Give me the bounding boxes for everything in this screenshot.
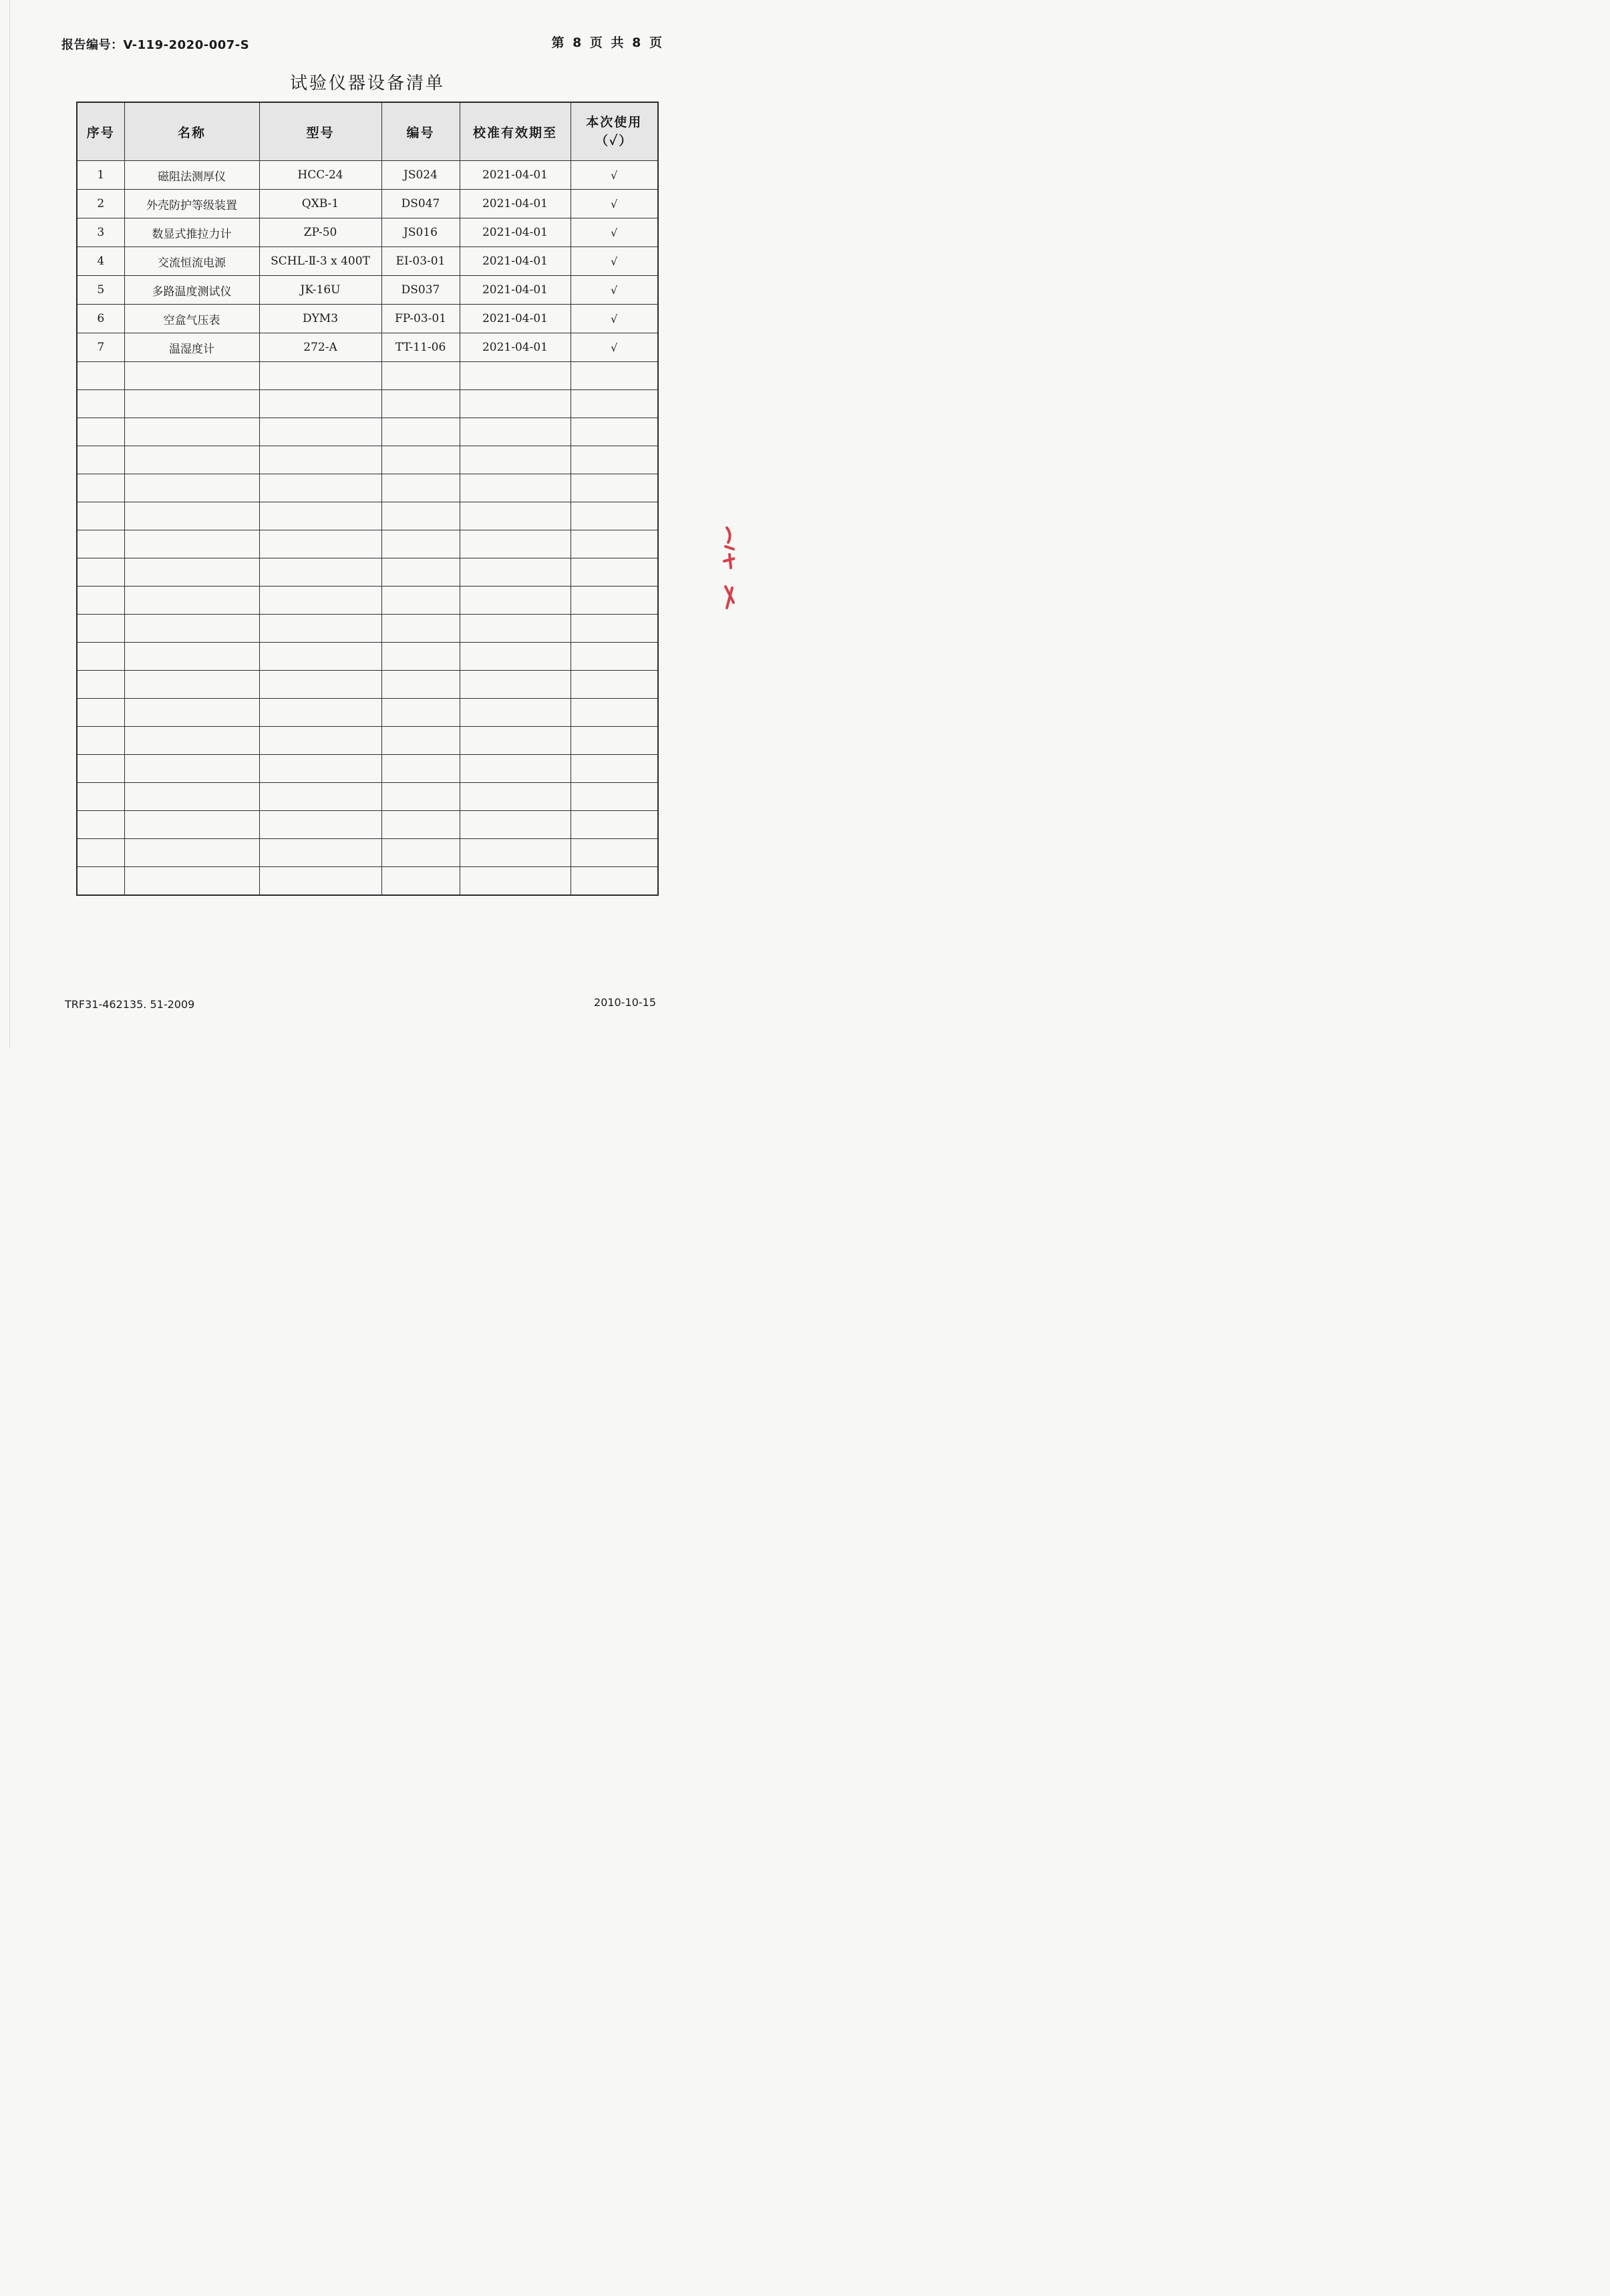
empty-cell [460, 867, 571, 896]
report-number: 报告编号：V-119-2020-007-S [61, 38, 250, 52]
table-body [77, 161, 658, 896]
empty-cell [460, 755, 571, 783]
cell-model: ZP-50 [259, 218, 381, 247]
empty-cell [460, 418, 571, 446]
scan-edge [9, 0, 10, 1047]
empty-cell [381, 867, 460, 896]
empty-cell [77, 474, 124, 502]
empty-cell [259, 446, 381, 474]
empty-cell [77, 587, 124, 615]
empty-cell [460, 446, 571, 474]
header-model: 型号 [259, 102, 381, 161]
cell-model: HCC-24 [259, 161, 381, 190]
empty-table-row [77, 643, 658, 671]
empty-cell [259, 474, 381, 502]
empty-cell [460, 615, 571, 643]
document-title: 试验仪器设备清单 [289, 73, 445, 94]
empty-table-row [77, 418, 658, 446]
empty-cell [381, 418, 460, 446]
empty-cell [571, 418, 658, 446]
empty-cell [381, 643, 460, 671]
empty-cell [124, 615, 259, 643]
empty-cell [381, 558, 460, 587]
empty-table-row [77, 474, 658, 502]
header-used-label: 本次使用 [586, 115, 643, 130]
empty-table-row [77, 755, 658, 783]
table-row [77, 247, 658, 276]
cell-used: √ [571, 218, 658, 247]
header-name: 名称 [124, 102, 259, 161]
empty-cell [460, 811, 571, 839]
empty-cell [571, 839, 658, 867]
cell-model: SCHL-Ⅱ-3 x 400T [259, 247, 381, 276]
empty-cell [460, 502, 571, 530]
empty-cell [77, 615, 124, 643]
empty-cell [381, 474, 460, 502]
empty-cell [77, 727, 124, 755]
cell-used: √ [571, 305, 658, 333]
empty-cell [124, 558, 259, 587]
empty-cell [571, 390, 658, 418]
empty-cell [77, 558, 124, 587]
empty-cell [381, 615, 460, 643]
cell-code: DS037 [381, 276, 460, 305]
empty-cell [381, 530, 460, 558]
cell-model: 272-A [259, 333, 381, 362]
document-page [0, 0, 735, 1047]
red-seal-fragment [713, 514, 735, 621]
empty-cell [124, 643, 259, 671]
cell-name: 数显式推拉力计 [124, 218, 259, 247]
empty-cell [124, 446, 259, 474]
empty-cell [571, 727, 658, 755]
empty-cell [381, 699, 460, 727]
cell-name: 交流恒流电源 [124, 247, 259, 276]
table-row [77, 218, 658, 247]
empty-table-row [77, 390, 658, 418]
cell-used: √ [571, 161, 658, 190]
cell-model: QXB-1 [259, 190, 381, 218]
table-row [77, 305, 658, 333]
empty-cell [77, 418, 124, 446]
cell-code: DS047 [381, 190, 460, 218]
cell-calibration-date: 2021-04-01 [460, 276, 571, 305]
empty-cell [571, 474, 658, 502]
empty-cell [259, 867, 381, 896]
empty-cell [77, 699, 124, 727]
empty-cell [259, 390, 381, 418]
cell-used: √ [571, 247, 658, 276]
empty-cell [124, 783, 259, 811]
empty-cell [460, 558, 571, 587]
empty-cell [381, 727, 460, 755]
empty-cell [460, 699, 571, 727]
empty-cell [77, 811, 124, 839]
empty-cell [571, 446, 658, 474]
empty-cell [259, 530, 381, 558]
empty-cell [460, 839, 571, 867]
header-calibration-date: 校准有效期至 [460, 102, 571, 161]
empty-table-row [77, 587, 658, 615]
cell-calibration-date: 2021-04-01 [460, 247, 571, 276]
header-serial: 序号 [77, 102, 124, 161]
empty-cell [77, 839, 124, 867]
cell-used: √ [571, 333, 658, 362]
empty-cell [460, 362, 571, 390]
empty-cell [124, 755, 259, 783]
empty-cell [381, 446, 460, 474]
empty-cell [381, 755, 460, 783]
cell-name: 磁阻法测厚仪 [124, 161, 259, 190]
empty-cell [381, 502, 460, 530]
empty-cell [124, 502, 259, 530]
empty-cell [460, 727, 571, 755]
empty-cell [77, 755, 124, 783]
empty-cell [259, 839, 381, 867]
empty-table-row [77, 530, 658, 558]
cell-model: JK-16U [259, 276, 381, 305]
cell-serial: 2 [77, 190, 124, 218]
empty-table-row [77, 783, 658, 811]
cell-serial: 3 [77, 218, 124, 247]
cell-name: 多路温度测试仪 [124, 276, 259, 305]
cell-code: EI-03-01 [381, 247, 460, 276]
empty-cell [571, 811, 658, 839]
empty-table-row [77, 446, 658, 474]
empty-cell [460, 587, 571, 615]
cell-calibration-date: 2021-04-01 [460, 218, 571, 247]
cell-used: √ [571, 190, 658, 218]
empty-cell [77, 446, 124, 474]
empty-cell [124, 671, 259, 699]
empty-cell [381, 839, 460, 867]
empty-cell [381, 811, 460, 839]
empty-table-row [77, 727, 658, 755]
equipment-table [76, 102, 659, 896]
cell-code: JS024 [381, 161, 460, 190]
empty-cell [460, 530, 571, 558]
empty-cell [77, 530, 124, 558]
cell-code: JS016 [381, 218, 460, 247]
empty-cell [571, 587, 658, 615]
table-row [77, 161, 658, 190]
empty-cell [259, 755, 381, 783]
empty-cell [259, 362, 381, 390]
equipment-table-wrapper [76, 102, 659, 896]
empty-cell [571, 362, 658, 390]
cell-model: DYM3 [259, 305, 381, 333]
cell-serial: 4 [77, 247, 124, 276]
empty-cell [571, 615, 658, 643]
empty-cell [259, 699, 381, 727]
cell-calibration-date: 2021-04-01 [460, 190, 571, 218]
empty-cell [259, 811, 381, 839]
empty-table-row [77, 615, 658, 643]
empty-cell [571, 867, 658, 896]
empty-cell [381, 783, 460, 811]
empty-cell [77, 643, 124, 671]
form-date: 2010-10-15 [594, 996, 656, 1009]
empty-cell [571, 530, 658, 558]
empty-cell [259, 587, 381, 615]
empty-cell [460, 643, 571, 671]
header-used [571, 102, 658, 161]
empty-cell [124, 811, 259, 839]
empty-table-row [77, 867, 658, 896]
empty-cell [77, 502, 124, 530]
empty-cell [381, 671, 460, 699]
empty-cell [259, 643, 381, 671]
cell-code: FP-03-01 [381, 305, 460, 333]
empty-cell [259, 418, 381, 446]
cell-serial: 6 [77, 305, 124, 333]
empty-cell [124, 390, 259, 418]
empty-cell [259, 671, 381, 699]
empty-cell [124, 474, 259, 502]
cell-serial: 5 [77, 276, 124, 305]
empty-cell [460, 783, 571, 811]
cell-code: TT-11-06 [381, 333, 460, 362]
empty-cell [460, 671, 571, 699]
empty-cell [571, 755, 658, 783]
empty-cell [124, 867, 259, 896]
table-row [77, 333, 658, 362]
empty-cell [77, 362, 124, 390]
empty-cell [381, 587, 460, 615]
header-used-mark: （✓） [595, 134, 633, 148]
empty-cell [124, 727, 259, 755]
page-number: 第 8 页 共 8 页 [551, 35, 664, 50]
empty-table-row [77, 502, 658, 530]
empty-cell [381, 390, 460, 418]
empty-table-row [77, 811, 658, 839]
empty-cell [259, 727, 381, 755]
empty-cell [124, 699, 259, 727]
header-code: 编号 [381, 102, 460, 161]
empty-table-row [77, 699, 658, 727]
empty-cell [259, 783, 381, 811]
empty-cell [124, 839, 259, 867]
empty-cell [77, 390, 124, 418]
cell-used: √ [571, 276, 658, 305]
table-header-row [77, 102, 658, 161]
cell-serial: 7 [77, 333, 124, 362]
empty-cell [259, 615, 381, 643]
table-row [77, 276, 658, 305]
empty-cell [571, 643, 658, 671]
cell-name: 外壳防护等级装置 [124, 190, 259, 218]
empty-cell [77, 867, 124, 896]
empty-cell [571, 558, 658, 587]
empty-cell [124, 362, 259, 390]
empty-cell [460, 390, 571, 418]
empty-table-row [77, 839, 658, 867]
empty-cell [571, 783, 658, 811]
empty-cell [571, 671, 658, 699]
table-row [77, 190, 658, 218]
empty-cell [124, 587, 259, 615]
empty-cell [259, 502, 381, 530]
empty-cell [77, 671, 124, 699]
empty-cell [77, 783, 124, 811]
empty-table-row [77, 671, 658, 699]
cell-name: 空盒气压表 [124, 305, 259, 333]
empty-cell [460, 474, 571, 502]
empty-cell [381, 362, 460, 390]
cell-calibration-date: 2021-04-01 [460, 305, 571, 333]
form-number: TRF31-462135. 51-2009 [65, 998, 195, 1011]
empty-cell [124, 530, 259, 558]
cell-calibration-date: 2021-04-01 [460, 333, 571, 362]
cell-name: 温湿度计 [124, 333, 259, 362]
empty-table-row [77, 558, 658, 587]
empty-cell [571, 699, 658, 727]
empty-cell [571, 502, 658, 530]
cell-serial: 1 [77, 161, 124, 190]
cell-calibration-date: 2021-04-01 [460, 161, 571, 190]
empty-table-row [77, 362, 658, 390]
empty-cell [259, 558, 381, 587]
empty-cell [124, 418, 259, 446]
